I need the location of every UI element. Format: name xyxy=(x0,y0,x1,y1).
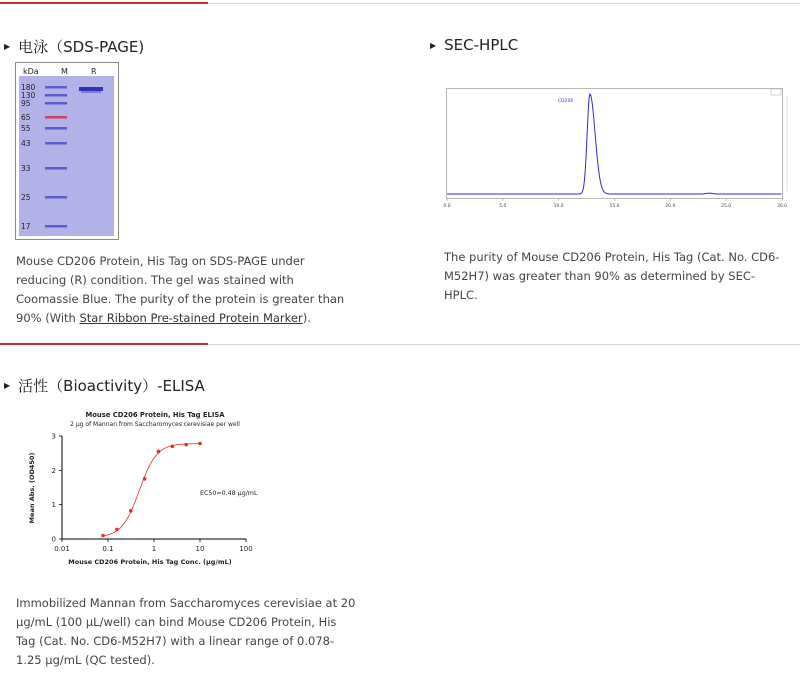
chart-data-point xyxy=(198,442,202,446)
hplc-x-tick-label: 25.0 xyxy=(721,204,732,209)
gel-marker-band xyxy=(45,167,67,170)
hplc-caption: The purity of Mouse CD206 Protein, His Tag (Cat. No. CD6-M52H7) was greater than 90% as determined by SEC-HPLC. xyxy=(444,250,780,302)
chart-ec50-annotation: EC50=0.48 μg/mL xyxy=(200,490,258,497)
hplc-x-tick-label: 20.0 xyxy=(665,204,676,209)
sds-gel-image xyxy=(15,62,119,240)
top-divider xyxy=(0,3,800,4)
chart-y-label: Mean Abs. (OD450) xyxy=(28,452,36,524)
sds-caption-end: ). xyxy=(302,311,311,325)
gel-marker-size-label: 43 xyxy=(21,139,31,148)
chart-x-tick-label: 100 xyxy=(239,545,253,553)
hplc-x-tick-label: 5.0 xyxy=(499,204,507,209)
chart-y-tick-label: 3 xyxy=(51,432,56,441)
hplc-heading xyxy=(430,36,518,54)
gel-marker-size-label: 65 xyxy=(21,113,31,122)
chart-x-label: Mouse CD206 Protein, His Tag Conc. (μg/mL) xyxy=(68,558,232,566)
top-divider-accent xyxy=(0,2,208,4)
chart-data-point xyxy=(171,445,175,449)
elisa-caption: Immobilized Mannan from Saccharomyces cerevisiae at 20 μg/mL (100 μL/well) can bind Mouse CD206 Protein, His Tag (Cat. No. CD6-M52H7) with a linear range of 0.078-1.25 μg/mL (QC tested). xyxy=(16,596,356,667)
gel-marker-band xyxy=(45,196,67,199)
chart-x-tick-label: 0.01 xyxy=(54,545,70,553)
bullet-triangle-icon: ▶ xyxy=(4,381,11,390)
gel-marker-size-label: 17 xyxy=(21,222,31,231)
chart-title: Mouse CD206 Protein, His Tag ELISA xyxy=(85,411,225,419)
gel-marker-size-label: 25 xyxy=(21,193,31,202)
elisa-heading-text: 活性（Bioactivity）-ELISA xyxy=(18,377,205,395)
hplc-peak-label: CD206 xyxy=(558,99,574,104)
chart-x-tick-label: 0.1 xyxy=(102,545,114,553)
gel-unit-label: kDa xyxy=(23,67,39,76)
chart-data-point xyxy=(129,509,133,513)
chart-subtitle: 2 μg of Mannan from Saccharomyces cerevisiae per well xyxy=(70,421,240,428)
sds-caption-text: Mouse CD206 Protein, His Tag on SDS-PAGE under reducing (R) condition. The gel was stained with Coomassie Blue. The purity of the protein is greater than 90% (With xyxy=(16,254,345,325)
hplc-chromatogram xyxy=(440,86,796,214)
gel-marker-band xyxy=(45,94,67,97)
chart-fit-curve xyxy=(103,444,200,536)
hplc-x-tick-label: 0.0 xyxy=(443,204,451,209)
chart-y-ticks xyxy=(52,433,62,544)
gel-marker-size-label: 55 xyxy=(21,124,31,133)
gel-marker-band xyxy=(45,127,67,130)
middle-divider-accent xyxy=(0,343,208,345)
middle-divider xyxy=(0,344,800,345)
chart-data-point xyxy=(157,450,161,454)
gel-marker-size-label: 95 xyxy=(21,99,31,108)
chart-y-tick-label: 1 xyxy=(51,501,56,510)
gel-sample-band-shadow xyxy=(81,91,101,93)
chart-data-point xyxy=(143,477,147,481)
chart-data-point xyxy=(184,443,188,447)
gel-marker-band xyxy=(45,225,67,228)
chart-x-ticks xyxy=(54,539,252,553)
gel-lane-label-m: M xyxy=(61,67,68,76)
hplc-heading-text: SEC-HPLC xyxy=(444,36,519,54)
gel-marker-band xyxy=(45,142,67,145)
gel-lane-label-r: R xyxy=(91,67,97,76)
gel-marker-size-label: 180 xyxy=(21,83,36,92)
gel-marker-band xyxy=(45,102,67,105)
hplc-x-tick-label: 15.0 xyxy=(609,204,620,209)
hplc-x-tick-label: 30.0 xyxy=(776,204,788,209)
gel-marker-band xyxy=(45,116,67,119)
chart-data-point xyxy=(101,534,105,538)
gel-sample-band xyxy=(79,87,103,91)
chart-data-point xyxy=(115,528,119,532)
star-ribbon-marker-link[interactable]: Star Ribbon Pre-stained Protein Marker xyxy=(79,311,303,325)
chart-x-tick-label: 1 xyxy=(151,545,157,553)
hplc-x-ticks xyxy=(443,198,787,209)
bullet-triangle-icon: ▶ xyxy=(4,42,11,51)
chart-x-tick-label: 10 xyxy=(195,545,205,553)
bullet-triangle-icon: ▶ xyxy=(430,40,437,50)
sds-heading-text: 电泳（SDS-PAGE) xyxy=(18,38,145,56)
sds-heading xyxy=(4,36,144,57)
hplc-x-tick-label: 10.0 xyxy=(553,204,564,209)
chart-points xyxy=(101,442,202,538)
chart-y-tick-label: 2 xyxy=(51,466,56,475)
chart-y-tick-label: 0 xyxy=(51,535,56,544)
elisa-chart xyxy=(20,404,270,576)
gel-marker-band xyxy=(45,86,67,89)
gel-marker-size-label: 33 xyxy=(21,164,31,173)
gel-marker-size-label: 130 xyxy=(21,91,36,100)
elisa-heading xyxy=(4,375,205,396)
sds-caption xyxy=(16,252,356,328)
